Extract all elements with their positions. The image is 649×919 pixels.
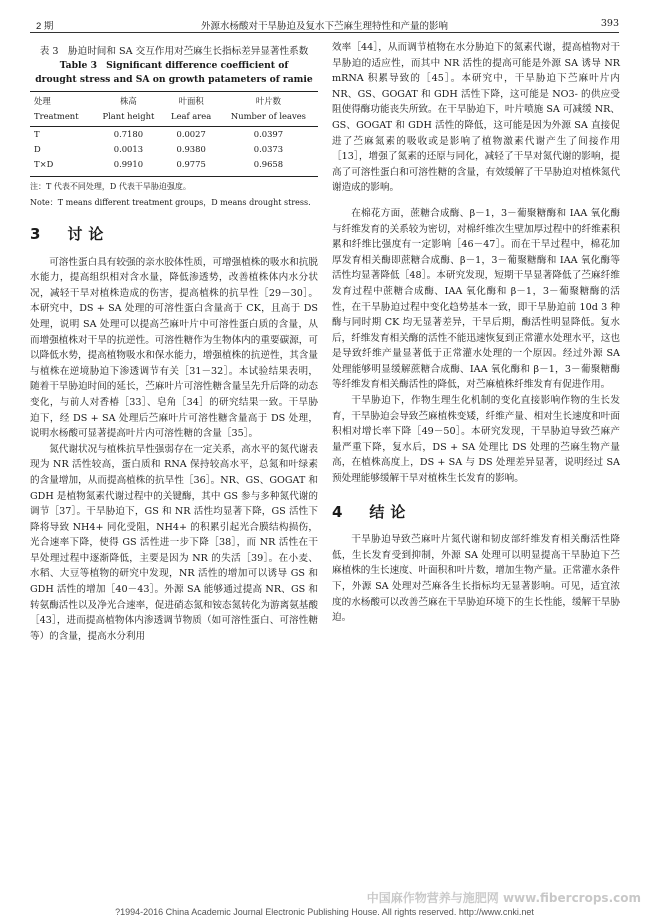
table-caption-en-2: drought stress and SA on growth patameters of ramie: [35, 74, 313, 85]
header-rule: [30, 32, 619, 33]
table-row: [30, 127, 318, 143]
body-paragraph: 在棉花方面，蔗糖合成酶、β－1，3－葡聚糖酶和 IAA 氧化酶与纤维发育的关系较为密切，对棉纤维次生壁加厚过程中的纤维素积累和纤维比强度有一定影响［46－47］。而在干旱过程中，棉花加厚发育相关酶即蔗糖合成酶、β－1，3－葡聚糖酶和 IAA 氧化酶等活性均显著降低［48］。本研究发现，短期干旱显著降低了苎麻纤维发育过程中蔗糖合成酶、IAA 氧化酶和 β－1，3－葡聚糖酶的活性，在干旱胁迫过程中变化趋势基本一致，即干旱胁迫前 10d 3 种酶与同时期 CK 均无显著差异，干旱后期，酶活性明显降低。复水后，纤维发育相关酶的活性不能迅速恢复到正常灌水处理水平，这也是导致纤维产量显著低于正常灌水处理的一个原因。经过外源 SA 处理能够明显缓解蔗糖合成酶、IAA 氧化酶和 β－1，3－葡聚糖酶等纤维发育相关酶活性的降低，对苎麻植株纤维发育有促进作用。: [332, 207, 620, 391]
issue-number: 2 期: [36, 21, 54, 32]
table-row: [30, 142, 318, 157]
body-paragraph: 效率［44］，从而调节植物在水分胁迫下的氮素代谢，提高植物对干旱胁迫的适应性，而其中 NR 活性的提高可能是外源 SA 诱导 NR mRNA 积累导致的［45］。本研究中，干旱胁迫下苎麻叶片内 NR、GS、GOGAT 和 GDH 活性下降，这可能是 NO3- 的供应受阻使得酶功能丧失所致。在干旱胁迫下，叶片喷施 SA 可减缓 NR、GS、GOGAT 和 GDH 活性的降低，这可能是因为外源 SA 直接促进了苎麻氮素的吸收或是影响了植物激素代谢产生了间接作用［13］，增强了氮素的还原与同化，减轻了干旱对氮代谢的影响，提高了可溶性蛋白和可溶性糖的含量，有效缓解了干旱胁迫对植株氮代谢造成的影响。: [332, 42, 620, 194]
table-cell: 0.9380: [176, 144, 206, 154]
table-cell: D: [34, 144, 41, 154]
body-paragraph: 氮代谢状况与植株抗旱性强弱存在一定关系，高水平的氮代谢表现为 NR 活性较高，蛋白质和 RNA 保持较高水平，总氮和叶绿素的含量增加，从而提高植株的抗旱性［36］。NR、GS、GOGAT 和 GDH 是植物氮素代谢过程中的关键酶，其中 GS 参与多种氮代谢的调节［37］。干旱胁迫下，GS 和 NR 活性均显著下降，GS 活性下降将导致 NH4+ 同化受阻，NH4+ 的积累引起光合膜结构损伤，光合速率下降，使得 GS 活性进一步下降［38］，而 NR 活性在干旱处理过程中逐渐降低，主要是因为 NR 的失活［39］。在小麦、水稻、大豆等植物的研究中发现，NR 活性的增加可以诱导 GS 和 GDH 活性的增加［40－43］。外源 SA 能够通过提高 NR、GS 和转氨酶活性以及净光合速率，促进硝态氮和铵态氮转化为游离氨基酸［43］，进而提高植物体内渗透调节物质（如可溶性蛋白、可溶性糖等）的含量，提高水分利用: [30, 443, 318, 642]
section-3-heading: 3 讨论: [30, 225, 110, 243]
table-row: [30, 157, 318, 177]
table-caption-cn: 表 3 胁迫时间和 SA 交互作用对苎麻生长指标差异显著性系数: [39, 46, 309, 57]
table-cell: 0.0013: [113, 144, 144, 154]
table-note-cn: 注：T 代表不同处理，D 代表干旱胁迫强度。: [30, 182, 191, 191]
table-header-cell: Number of leaves: [219, 109, 318, 127]
table-cell: 0.9910: [93, 157, 163, 177]
table-cell: 0.0373: [253, 144, 284, 154]
watermark: 中国麻作物营养与施肥网 www.fibercrops.com: [366, 891, 641, 905]
body-paragraph: 可溶性蛋白具有较强的亲水胶体性质，可增强植株的吸水和抗脱水能力，提高组织相对含水量，降低渗透势，改善植株体内水分状况，减轻干旱对植株造成的伤害，提高植株的抗旱性［29－30］。本研究中，DS + SA 处理的可溶性蛋白含量高于 CK，且高于 DS 处理，说明 SA 处理可以提高苎麻叶片中可溶性蛋白质的含量，从而增强植株对干旱的抗逆性。可溶性糖作为生物体内的重要碳源，可以降低水势，提高植物吸水和保水能力，增强植株的抗逆性，其含量与植株在逆境胁迫下渗透调节有关［31－32］。本试验结果表明，随着干旱胁迫时间的延长，苎麻叶片可溶性糖含量呈先升后降的动态变化，与前人对香椿［33］、皂角［34］的研究结果一致。干旱胁迫下，经 DS + SA 处理后苎麻叶片可溶性糖含量高于 DS 处理，说明水杨酸可显著提高叶片内可溶性糖的含量［35］。: [30, 256, 318, 440]
page-number: 393: [600, 18, 619, 29]
table-header-cell: Plant height: [93, 109, 163, 127]
copyright-footer: ?1994-2016 China Academic Journal Electronic Publishing House. All rights reserved. http://www.cnki.net: [115, 907, 534, 917]
table-header-cell: 处理: [30, 92, 93, 110]
journal-article-title: 外源水杨酸对干旱胁迫及复水下苎麻生理特性和产量的影响: [200, 21, 448, 32]
table-header-cell: Treatment: [30, 109, 93, 127]
body-paragraph: 干旱胁迫导致苎麻叶片氮代谢和韧皮部纤维发育相关酶活性降低，生长发育受到抑制，外源 SA 处理可以明显提高干旱胁迫下苎麻植株的生长速度、叶面积和叶片数，增加生物产量。正常灌水条件下，外源 SA 处理对苎麻各生长指标均无显著影响。可见，适宜浓度的水杨酸可以改善苎麻在干旱胁迫环境下的生长性能，缓解干旱胁迫。: [332, 534, 620, 624]
running-header: [30, 14, 619, 34]
table-cell: 0.0027: [176, 129, 206, 139]
table-cell: 0.0397: [253, 129, 284, 139]
right-column: [332, 40, 620, 626]
table-header-cell: 株高: [93, 92, 163, 110]
table-cell: T×D: [30, 157, 93, 177]
table-header-cell: 叶片数: [219, 92, 318, 110]
table-header-cell: 叶面积: [163, 92, 218, 110]
table-caption-en-1: Table 3 Significant difference coefficient of: [59, 60, 289, 71]
table-cell: 0.7180: [113, 129, 144, 139]
table-cell: 0.9775: [163, 157, 218, 177]
table-note-en: Note：T means different treatment groups，D means drought stress.: [30, 198, 311, 207]
body-paragraph: 干旱胁迫下，作物生理生化机制的变化直接影响作物的生长发育，干旱胁迫会导致苎麻植株变矮，纤维产量、相对生长速度和叶面积相对增长率下降［49－50］。本研究发现，干旱胁迫导致苎麻产量严重下降，复水后，DS + SA 处理比 DS 处理的苎麻生物产量高，在植株高度上，DS + SA 与 DS 处理差异显著，说明经过 SA 预处理能够缓解干旱对植株生长发育的影响。: [332, 395, 620, 485]
section-4-heading: 4 结论: [332, 502, 412, 521]
table-cell: 0.9658: [219, 157, 318, 177]
table-cell: T: [34, 129, 40, 139]
left-column: [30, 40, 318, 644]
table-header-cell: Leaf area: [163, 109, 218, 127]
significance-table: [30, 91, 318, 177]
